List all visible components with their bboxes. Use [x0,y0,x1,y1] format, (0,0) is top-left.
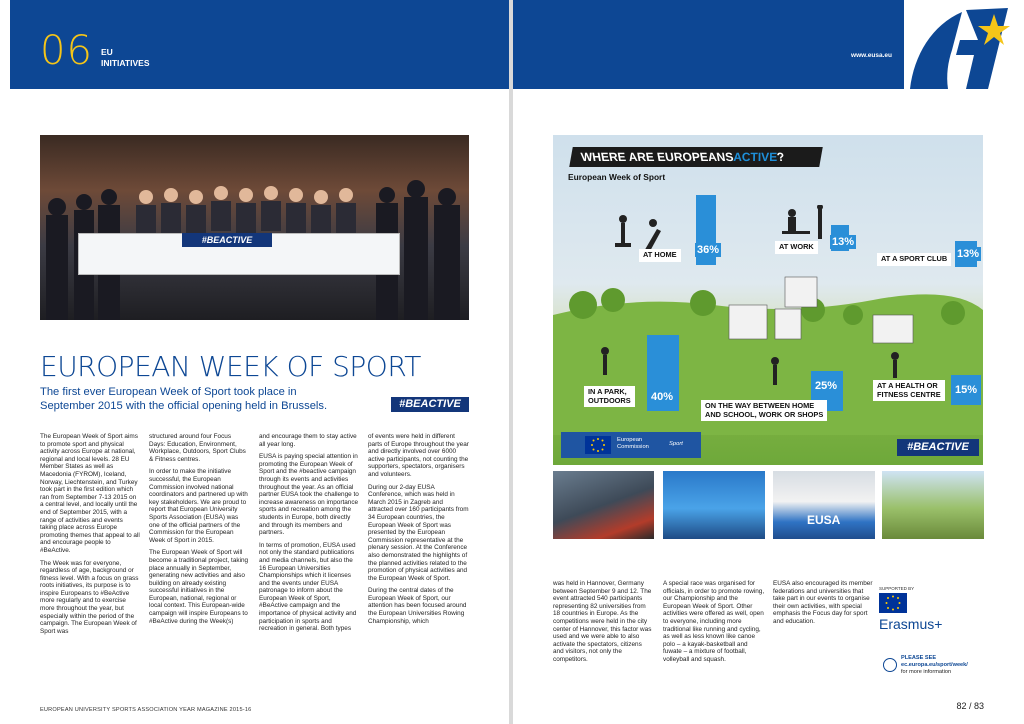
pct-fitness-centre: 15% [955,384,978,396]
pct-at-home: 36% [697,244,720,256]
photo-eusa-stand: EUSA [773,471,875,539]
infographic-subtitle: European Week of Sport [568,172,666,182]
eusa-logo-icon [904,0,1024,89]
label-at-home: AT HOME [639,249,681,262]
article-title: EUROPEAN WEEK OF SPORT [40,350,421,383]
label-at-work: AT WORK [775,241,818,254]
article-subtitle: The first ever European Week of Sport took place in September 2015 with the official opening held in Brussels. [40,386,328,412]
right-page: www.eusa.eu WHERE ARE EUROPEANSACTIVE? European Week of Sport 36% AT HOME 13% AT WORK 13% AT A SPORT CLUB 40% IN A PARK, OUTDOORS 25% ON THE WAY BETWEEN HOME AND SCHOOL, WORK OR SHOPS 15% AT A HEALTH OR FITNESS CENTRE European Commission Sport #BEACTIVE EUSA was held in Hannover, Germany between September 9 and 12. The event attracted 540 participants representing 82 universities from 18 countries in Europe. As the competitions were held in the city center of Hannover, this factor was used and we were able to also activate the spectators, citizens and visitors, not only the competitors. A special race was organised for officials, in order to promote rowing, our Championship and the European Week of Sport. Other activities were offered as well, open to everyone, including more traditional like running and cycling, as well as less known like canoe polo – a kayak-basketball and fuwate – a mixture of football, volleyball and squash. EUSA also encouraged its member federations and universities that take part in our events to organise their own activities, with special emphasis the Focus day for sport and education. SUPPORTED BY Erasmus+ PLEASE SEE ec.europa.eu/sport/week/ for more information 82 / 83 [513,0,1024,724]
body-column-right-1: was held in Hannover, Germany between September 9 and 12. The event attracted 540 participants representing 82 universities from 18 countries in Europe. As the competitions were held in the city center of Hannover, this factor was used and we were able to also activate the spectators, citizens and visitors, not only the competitors. [553,580,652,663]
see-url[interactable]: ec.europa.eu/sport/week/ [901,662,968,668]
body-column-3: and encourage them to stay active all year long. EUSA is paying special attention in promoting the European Week of Sport and the #beactive campaign through its events and activities throughout the year. As an official partner EUSA took the challenge to increase awareness on importance sports and recreation among the students in Europe, both directly and through its members and partners. In terms of promotion, EUSA used not only the standard publications and media channels, but also the 16 European Universities Championships which it licenses and the events under EUSA patronage to inform about the European Week of Sport, #BeActive campaign and the importance of physical activity and participation in sports and recreation in general. Both types [259,433,359,633]
label-park-outdoors: IN A PARK, OUTDOORS [584,386,635,407]
infographic-where-europeans-active [553,135,983,465]
website-url[interactable]: www.eusa.eu [851,52,892,59]
magazine-footer: EUROPEAN UNIVERSITY SPORTS ASSOCIATION YEAR MAGAZINE 2015-16 [40,707,252,713]
section-label: EU INITIATIVES [101,47,150,68]
eu-flag-icon [585,436,611,454]
body-column-right-2: A special race was organised for officials, in order to promote rowing, our Championship and the European Week of Sport. Other activities were offered as well, open to everyone, including more traditional like running and cycling, as well as less known like canoe polo – a kayak-basketball and fuwate – a mixture of football, volleyball and squash. [663,580,765,663]
label-fitness-centre: AT A HEALTH OR FITNESS CENTRE [873,380,945,401]
body-column-right-3: EUSA also encouraged its member federations and universities that take part in our events to organise their own activities, with special emphasis the Focus day for sport and education. [773,580,873,625]
body-column-4: of events were held in different parts of Europe throughout the year and directly involved over 6000 active participants, not counting the supporters, spectators, organisers and volunteers. During our 2-day EUSA Conference, which was held in March 2015 in Zagreb and attracted over 160 participants from 34 European countries, the European Week of Sport was presented by the European Commission representative at the plenary session. At the Conference also demonstrated the highlights of the planned activities related to the promotion of physical activities and the European Week of Sport. During the central dates of the European Week of Sport, our attention has been focused around the European Universities Rowing Championship, which [368,433,469,625]
pct-at-work: 13% [832,236,855,248]
photo-rugby-players [553,471,654,539]
pct-sport-club: 13% [957,248,980,260]
photo-group-jumping [882,471,984,539]
header-band [10,0,509,89]
label-on-the-way: ON THE WAY BETWEEN HOME AND SCHOOL, WORK OR SHOPS [701,400,827,421]
pct-on-the-way: 25% [815,380,838,392]
page-numbers: 82 / 83 [956,701,984,711]
european-commission-logo: European Commission Sport [561,432,701,458]
infographic-title: WHERE ARE EUROPEANSACTIVE? [569,147,823,167]
eu-flag-icon-erasmus [879,593,907,613]
banner-hashtag: #BEACTIVE [182,233,272,247]
eye-icon [883,658,897,672]
beactive-tag-infographic: #BEACTIVE [897,439,979,456]
body-column-1: The European Week of Sport aims to promote sport and physical activity across Europe at national, regional and local levels. 28 EU Member States as well as Macedonia (FYROM), Iceland, Norway, Liechtenstein, and Turkey took part in the first edition which ran from September 7-13 2015 on a central level, and locally until the end of September 2015, with a range of activities and events taking place across Europe promoting themes that appeal to all and encourage people to #BeActive. The Week was for everyone, regardless of age, background or fitness level. With a focus on grass roots initiatives, its purpose is to inspire Europeans to #BeActive more regularly and to exercise more throughout the year, but especially within the period of the campaign. The European Week of Sport was [40,433,140,635]
body-column-2: structured around four Focus Days: Education, Environment, Workplace, Outdoors, Sport Clubs & Fitness centres. In order to make the initiative successful, the European Commission involved national coordinators and partnered up with key stakeholders. We are proud to report that European University Sports Association (EUSA) was one of the official partners of the Commission for the European Week of Sport in 2015. The European Week of Sport will become a traditional project, taking place annually in September, generating new activities and also building on already existing successful initiatives in the European, national, regional or local context. This European-wide campaign will inspire Europeans to #BeActive during the Week(s) [149,433,249,625]
photo-volleyball-player [663,471,765,539]
erasmus-plus-logo: SUPPORTED BY Erasmus+ [879,586,943,632]
section-number: 06 [40,28,93,74]
opening-ceremony-photo [40,135,469,320]
pct-park-outdoors: 40% [651,391,674,403]
left-page [0,0,509,724]
work-desk-icon [778,205,838,245]
beactive-tag: #BEACTIVE [391,397,469,412]
label-sport-club: AT A SPORT CLUB [877,253,951,266]
header-band-right [513,0,1024,89]
